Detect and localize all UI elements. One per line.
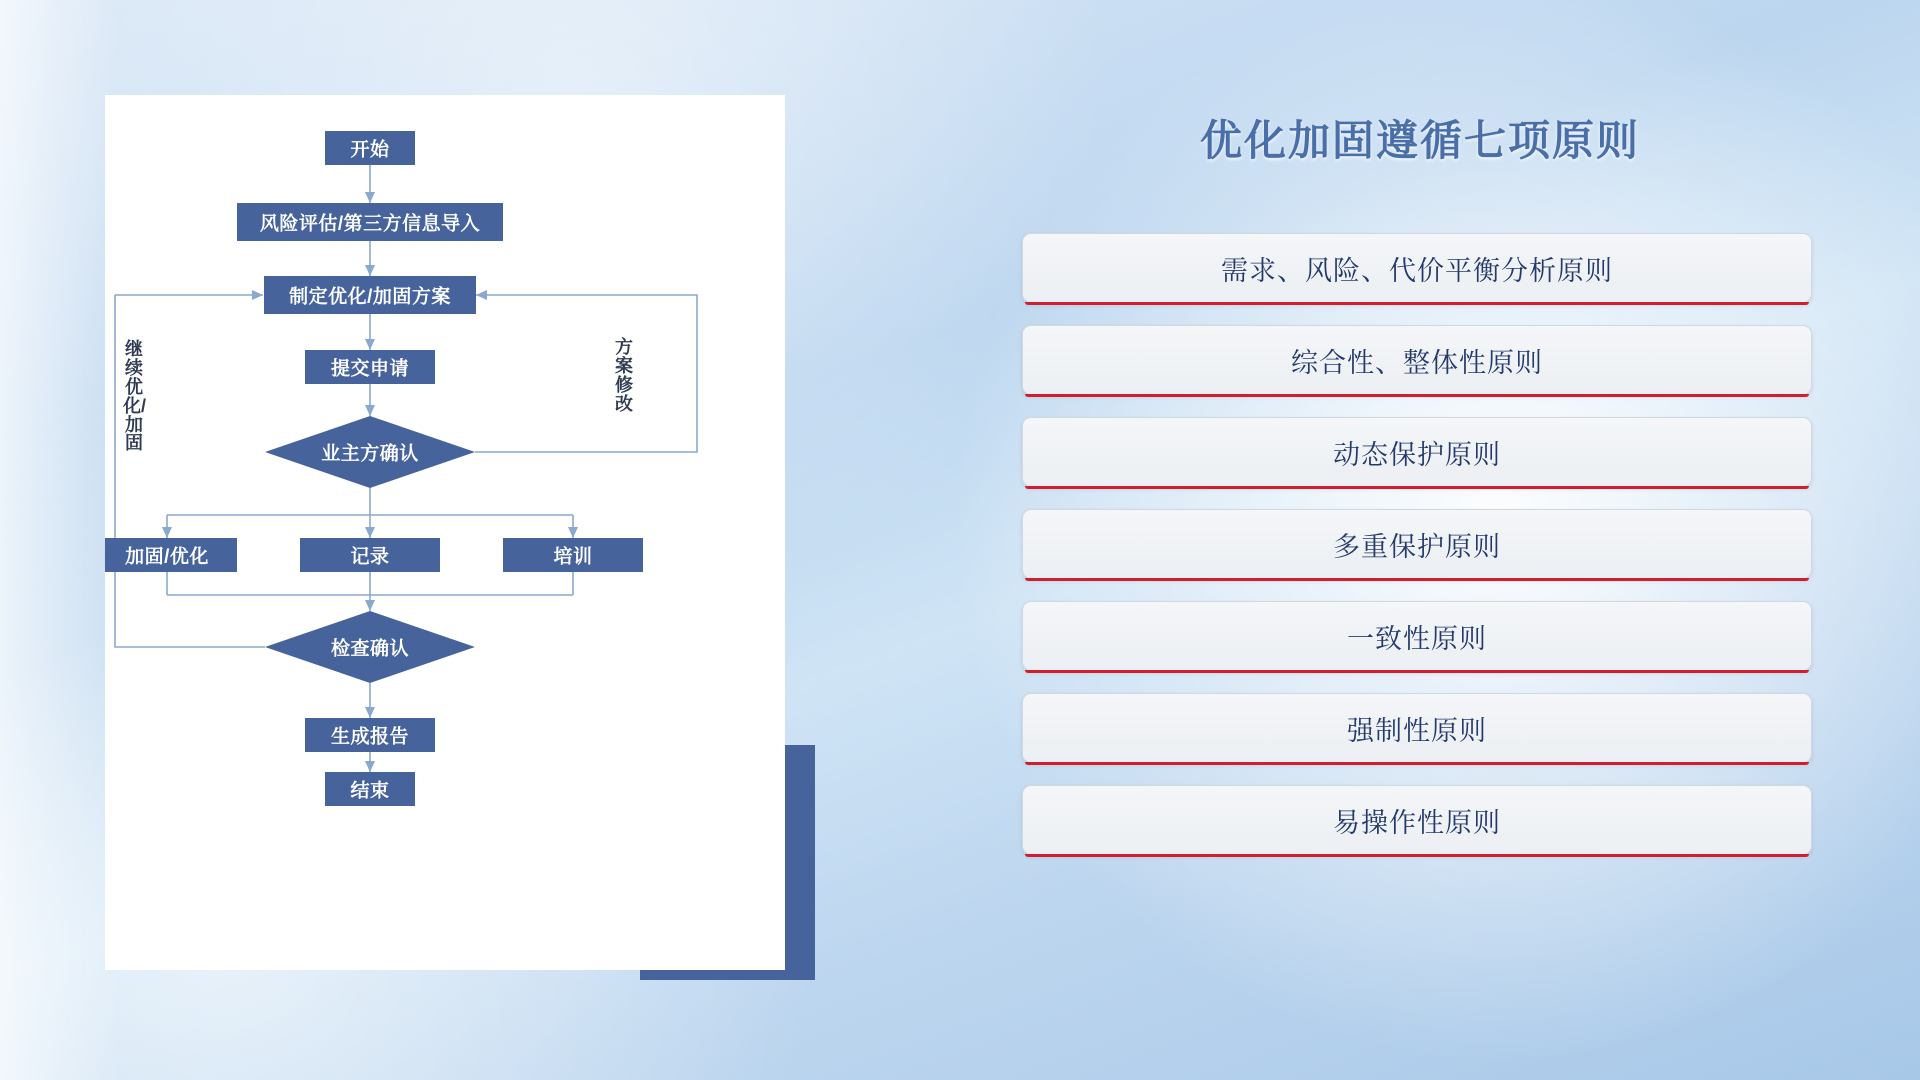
page-title: 优化加固遵循七项原则 [1199,117,1640,164]
list-item [1022,233,1812,303]
flowchart-card [105,95,785,970]
flow-node-end: 结束 [350,780,390,802]
list-item [1022,325,1812,395]
flow-edge-label-continue-optimize: 继续优化/加固 [123,339,147,454]
principle-label: 一致性原则 [1347,623,1487,654]
flowchart-svg [105,95,785,970]
flow-node-reinforce: 加固/优化 [125,546,209,568]
flow-node-submit: 提交申请 [330,358,410,380]
flow-node-start: 开始 [350,139,390,161]
flow-node-report: 生成报告 [330,726,410,748]
principle-label: 强制性原则 [1347,715,1487,746]
principle-label: 多重保护原则 [1333,531,1501,562]
principle-label: 综合性、整体性原则 [1291,347,1543,378]
list-item [1022,601,1812,671]
flow-node-plan: 制定优化/加固方案 [289,286,451,308]
principle-label: 动态保护原则 [1333,439,1501,470]
list-item [1022,693,1812,763]
principles-list [1022,233,1812,877]
list-item [1022,509,1812,579]
list-item [1022,417,1812,487]
flow-node-confirm: 业主方确认 [321,443,419,465]
flow-edge-label-plan-revision: 方案修改 [615,337,633,414]
flow-node-check: 检查确认 [330,638,410,660]
list-item [1022,785,1812,855]
principle-label: 需求、风险、代价平衡分析原则 [1221,255,1613,286]
principle-label: 易操作性原则 [1333,807,1501,838]
flow-node-record: 记录 [350,546,390,568]
flow-node-train: 培训 [553,546,593,568]
flow-node-risk: 风险评估/第三方信息导入 [259,213,481,235]
flowchart-nodes [105,131,643,806]
